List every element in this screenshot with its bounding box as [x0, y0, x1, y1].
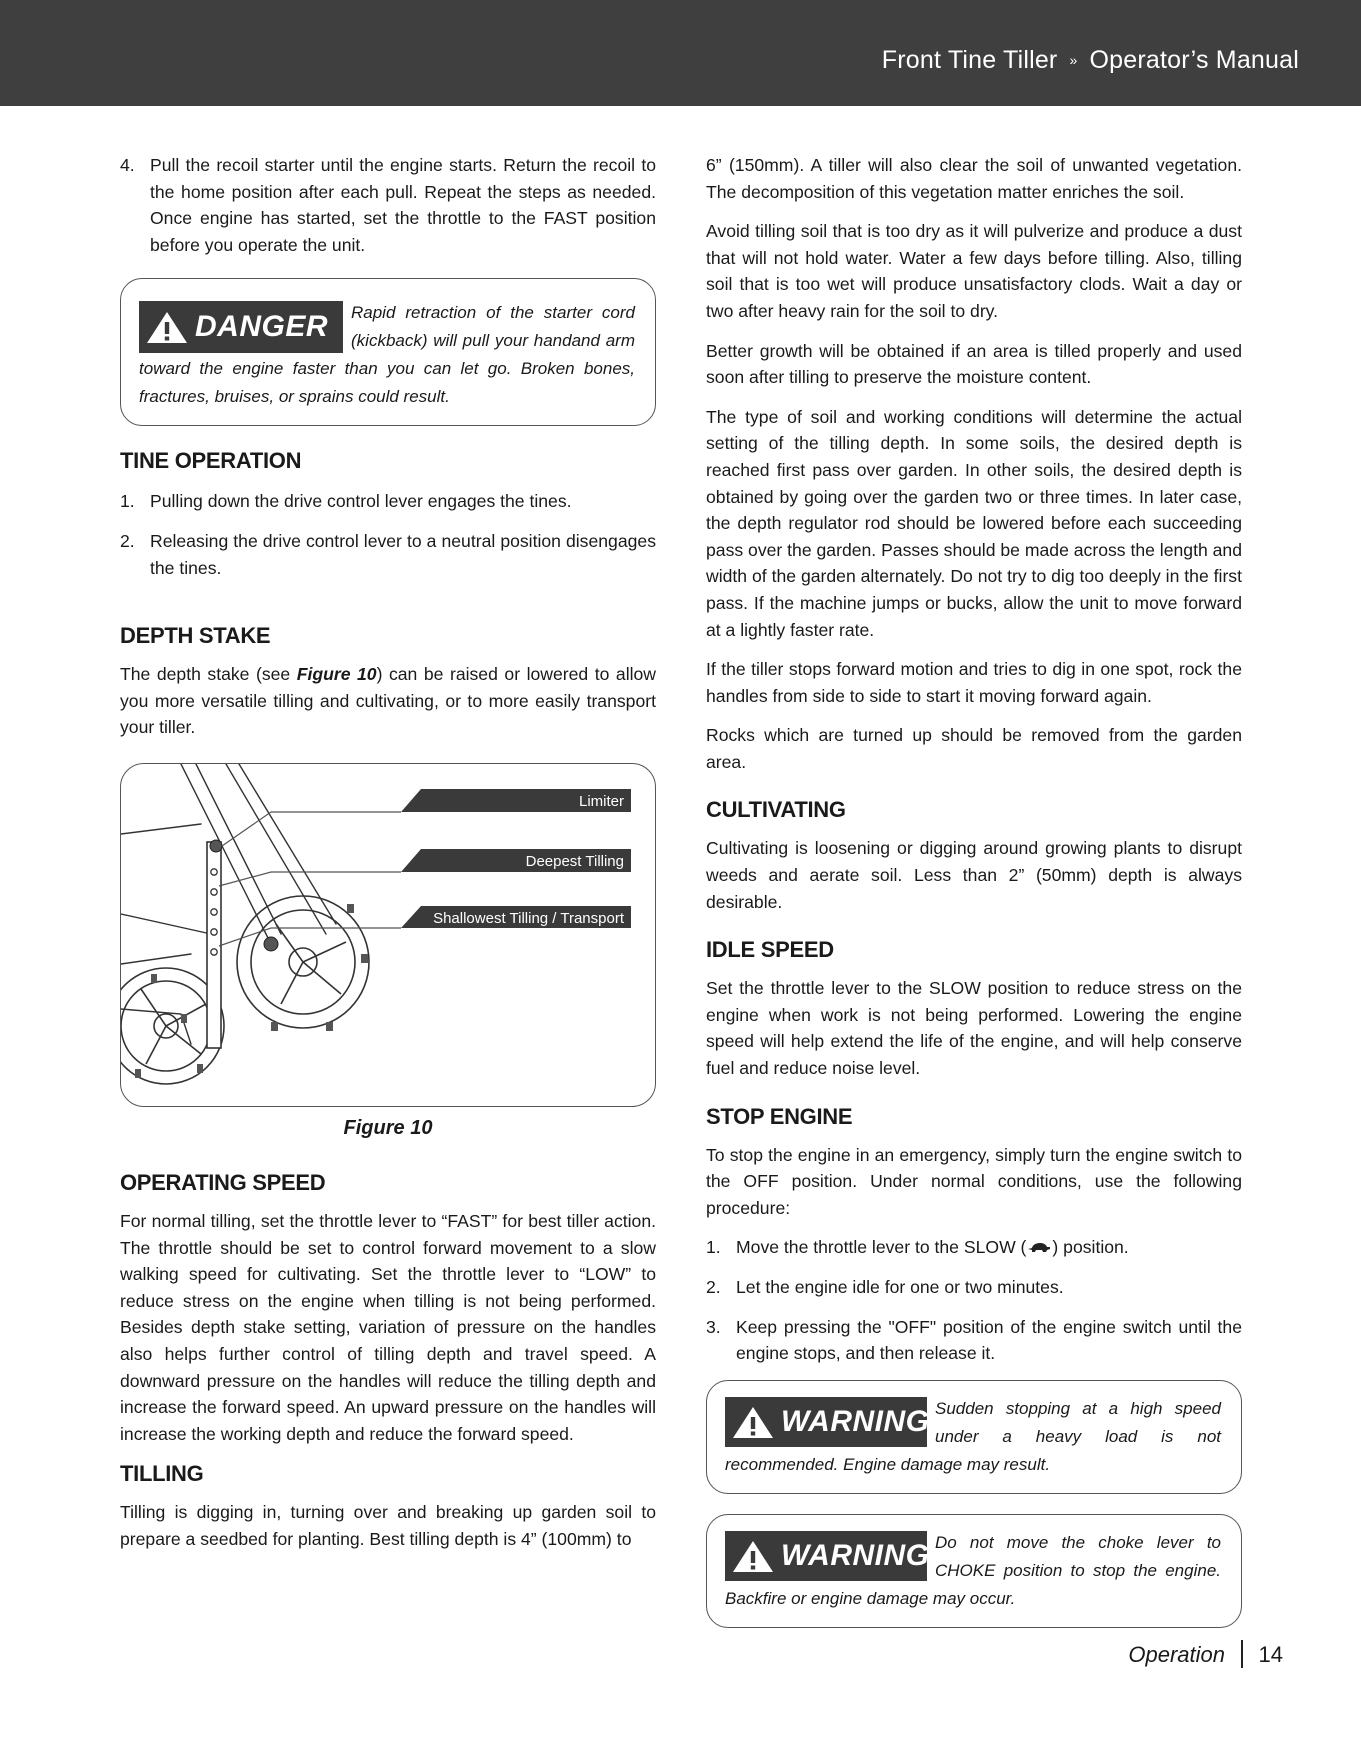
danger-notice [120, 278, 656, 426]
step-text: Releasing the drive control lever to a neutral position disengages the tines. [150, 530, 656, 578]
footer-section: Operation [1128, 1642, 1226, 1667]
list-item [706, 1274, 1242, 1301]
paragraph: Rocks which are turned up should be removed from the garden area. [706, 725, 1242, 772]
paragraph: If the tiller stops forward motion and tries to dig in one spot, rock the handles from side to side to start it moving forward again. [706, 659, 1242, 706]
operating-speed-heading: OPERATING SPEED [120, 1169, 326, 1195]
manual-name: Operator’s Manual [1089, 46, 1299, 74]
danger-label: DANGER [195, 310, 329, 344]
depth-stake-heading: DEPTH STAKE [120, 623, 271, 649]
step-number: 4. [120, 155, 135, 175]
tiller-illustration [121, 764, 656, 1107]
header-title [882, 46, 1299, 75]
warning-notice-stopping [706, 1380, 1242, 1494]
paragraph: The type of soil and working conditions will determine the actual setting of the tilling depth. In some soils, the desired depth is reached first pass over garden. In other soils, the desired depth is obtained by going over the garden two or three times. In later case, the depth regulator rod should be lowered before each succeeding pass over the garden. Passes should be made across the length and width of the garden alternately. Do not try to dig too deeply in the first pass. If the machine jumps or bucks, allow the unit to move forward at a lightly faster rate. [706, 406, 1242, 640]
step-number: 1. [120, 491, 135, 512]
tilling-text: Tilling is digging in, turning over and breaking up garden soil to prepare a seedbed for planting. Best tilling depth is 4” (100mm) to [120, 1502, 656, 1549]
depth-stake-text [120, 661, 656, 741]
danger-text: Rapid retraction of the starter cord (kickback) will pull your handand arm toward the engine faster than you can let go. Broken bones, fractures, bruises, or sprains could result. [139, 303, 635, 407]
idle-speed-text: Set the throttle lever to the SLOW position to reduce stress on the engine when work is not being performed. Lowering the engine speed will help extend the life of the engine, and will help conserve fuel and reduce noise level. [706, 978, 1242, 1079]
paragraph: 6” (150mm). A tiller will also clear the soil of unwanted vegetation. The decomposition of this vegetation matter enriches the soil. [706, 155, 1242, 202]
step-number: 1. [706, 1237, 721, 1258]
tilling-heading: TILLING [120, 1461, 204, 1487]
figure-caption: Figure 10 [343, 1116, 433, 1139]
depth-text-start: The depth stake (see [120, 664, 297, 685]
list-item [120, 528, 656, 581]
warning-notice-choke [706, 1514, 1242, 1628]
start-steps [120, 152, 656, 258]
figure-label-shallowest: Shallowest Tilling / Transport [433, 909, 624, 927]
list-item [706, 1234, 1242, 1261]
cultivating-text: Cultivating is loosening or digging around growing plants to disrupt weeds and aerate soil. Less than 2” (50mm) depth is always desirable. [706, 838, 1242, 912]
step-text: Let the engine idle for one or two minutes. [736, 1277, 1064, 1297]
page-number: 14 [1258, 1642, 1283, 1667]
idle-speed-heading: IDLE SPEED [706, 937, 834, 963]
step-text: Pulling down the drive control lever engages the tines. [150, 491, 572, 512]
depth-text-end: ) can be raised or lowered to allow you more versatile tilling and cultivating, or to more easily transport your tiller. [120, 664, 657, 738]
product-name: Front Tine Tiller [881, 46, 1058, 74]
warning-triangle-icon [139, 307, 195, 347]
warning-text: Do not move the choke lever to CHOKE position to stop the engine. Backfire or engine damage may occur. [725, 1532, 1221, 1608]
warning-label: WARNING [781, 1404, 930, 1438]
paragraph: Avoid tilling soil that is too dry as it will pulverize and produce a dust that will not hold water. Water a few days before tilling. Also, tilling soil that is too wet will produce unsatisfactory clods. Wait a day or two after heavy rain for the soil to dry. [706, 221, 1242, 321]
warning-label: WARNING [781, 1538, 930, 1572]
breadcrumb-separator: » [1069, 52, 1078, 68]
stop-engine-text: To stop the engine in an emergency, simply turn the engine switch to the OFF position. Under normal conditions, use the following procedure: [706, 1144, 1242, 1218]
list-item [120, 488, 656, 515]
list-item [706, 1314, 1242, 1367]
warning-text: Sudden stopping at a high speed under a heavy load is not recommended. Engine damage may result. [725, 1398, 1221, 1474]
step-number: 2. [706, 1277, 721, 1297]
operating-speed-text: For normal tilling, set the throttle lever to “FAST” for best tiller action. The throttle should be set to control forward movement to a slow walking speed for cultivating. Set the throttle lever to “LOW” to reduce stress on the engine when tilling is not being performed. Besides depth stake setting, variation of pressure on the handles also helps further control of tilling depth and travel speed. A downward pressure on the handles will reduce the tilling depth and increase the forward speed. An upward pressure on the handles will increase the working depth and reduce the forward speed. [120, 1210, 656, 1444]
warning-badge [725, 1397, 930, 1447]
figure-label-limiter: Limiter [578, 792, 624, 810]
figure-reference: Figure 10 [296, 664, 377, 685]
depth-stake-figure [120, 763, 656, 1107]
danger-badge [139, 301, 343, 353]
paragraph: Better growth will be obtained if an area is tilled properly and used soon after tilling to preserve the moisture content. [706, 340, 1242, 388]
cultivating-heading: CULTIVATING [706, 797, 846, 823]
page-header [0, 0, 1361, 106]
left-column [120, 152, 656, 1565]
warning-triangle-icon [725, 1536, 781, 1576]
right-column [706, 152, 1242, 1628]
stop-steps [706, 1234, 1242, 1366]
step-text-end: ) position. [1052, 1237, 1129, 1258]
page-footer [1128, 1640, 1283, 1668]
tine-steps [120, 488, 656, 581]
step-text: Pull the recoil starter until the engine starts. Return the recoil to the home position after each pull. Repeat the steps as needed. Once engine has started, set the throttle to the FAST position before you operate the unit. [150, 155, 656, 255]
warning-badge [725, 1531, 930, 1581]
footer-divider [1241, 1640, 1243, 1668]
figure-label-deepest: Deepest Tilling [525, 852, 624, 870]
step-text-start: Move the throttle lever to the SLOW ( [736, 1237, 1027, 1258]
warning-triangle-icon [725, 1402, 781, 1442]
step-text: Keep pressing the "OFF" position of the engine switch until the engine stops, and then release it. [736, 1316, 1242, 1364]
stop-engine-heading: STOP ENGINE [706, 1103, 853, 1129]
step-number: 2. [120, 530, 135, 551]
tine-operation-heading: TINE OPERATION [120, 448, 302, 474]
step-number: 3. [706, 1316, 721, 1337]
list-item [120, 152, 656, 258]
turtle-icon [1026, 1240, 1052, 1254]
